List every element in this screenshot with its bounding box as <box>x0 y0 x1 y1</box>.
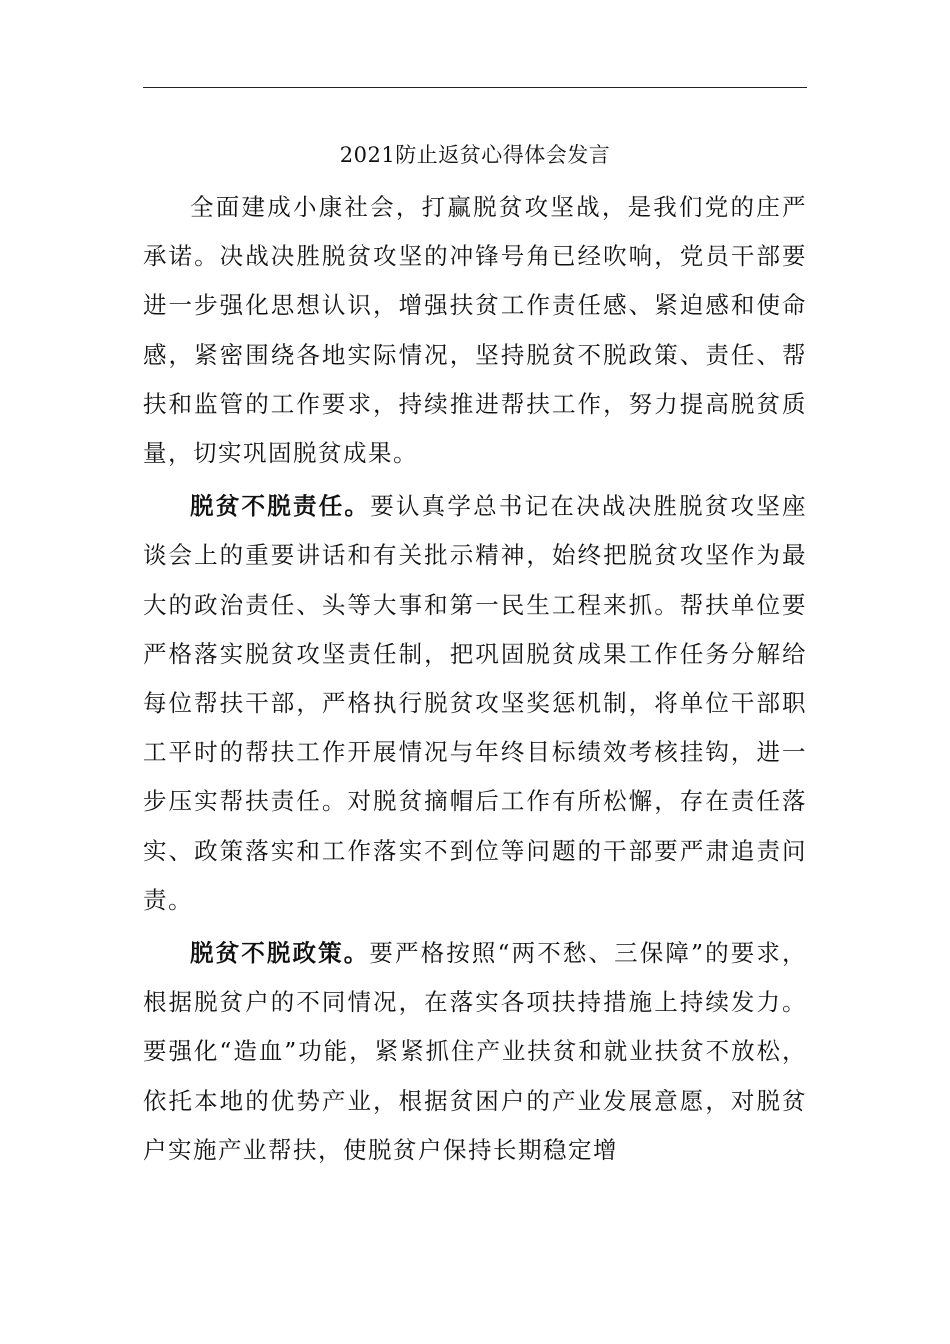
paragraph-lead: 脱贫不脱责任。 <box>190 492 371 521</box>
header-rule <box>143 87 807 88</box>
document-title: 2021防止返贫心得体会发言 <box>339 143 611 167</box>
paragraph-responsibility <box>143 482 807 925</box>
paragraph-policy <box>143 929 807 1175</box>
paragraph-text: 全面建成小康社会，打赢脱贫攻坚战，是我们党的庄严承诺。决战决胜脱贫攻坚的冲锋号角已经吹响，党员干部要进一步强化思想认识，增强扶贫工作责任感、紧迫感和使命感，紧密围绕各地实际情况，坚持脱贫不脱政策、责任、帮扶和监管的工作要求，持续推进帮扶工作，努力提高脱贫质量，切实巩固脱贫成果。 <box>143 193 807 468</box>
paragraph-text: 要认真学总书记在决战决胜脱贫攻坚座谈会上的重要讲话和有关批示精神，始终把脱贫攻坚作为最大的政治责任、头等大事和第一民生工程来抓。帮扶单位要严格落实脱贫攻坚责任制，把巩固脱贫成果工作任务分解给每位帮扶干部，严格执行脱贫攻坚奖惩机制，将单位干部职工平时的帮扶工作开展情况与年终目标绩效考核挂钩，进一步压实帮扶责任。对脱贫摘帽后工作有所松懈，存在责任落实、政策落实和工作落实不到位等问题的干部要严肃追责问责。 <box>143 492 808 914</box>
paragraph-text: 要严格按照“两不愁、三保障”的要求，根据脱贫户的不同情况，在落实各项扶持措施上持续发力。要强化“造血”功能，紧紧抓住产业扶贫和就业扶贫不放松，依托本地的优势产业，根据贫困户的产业发展意愿，对脱贫户实施产业帮扶，使脱贫户保持长期稳定增 <box>143 939 808 1164</box>
document-body <box>143 183 807 1175</box>
paragraph-lead: 脱贫不脱政策。 <box>190 939 370 968</box>
paragraph-intro <box>143 183 807 478</box>
